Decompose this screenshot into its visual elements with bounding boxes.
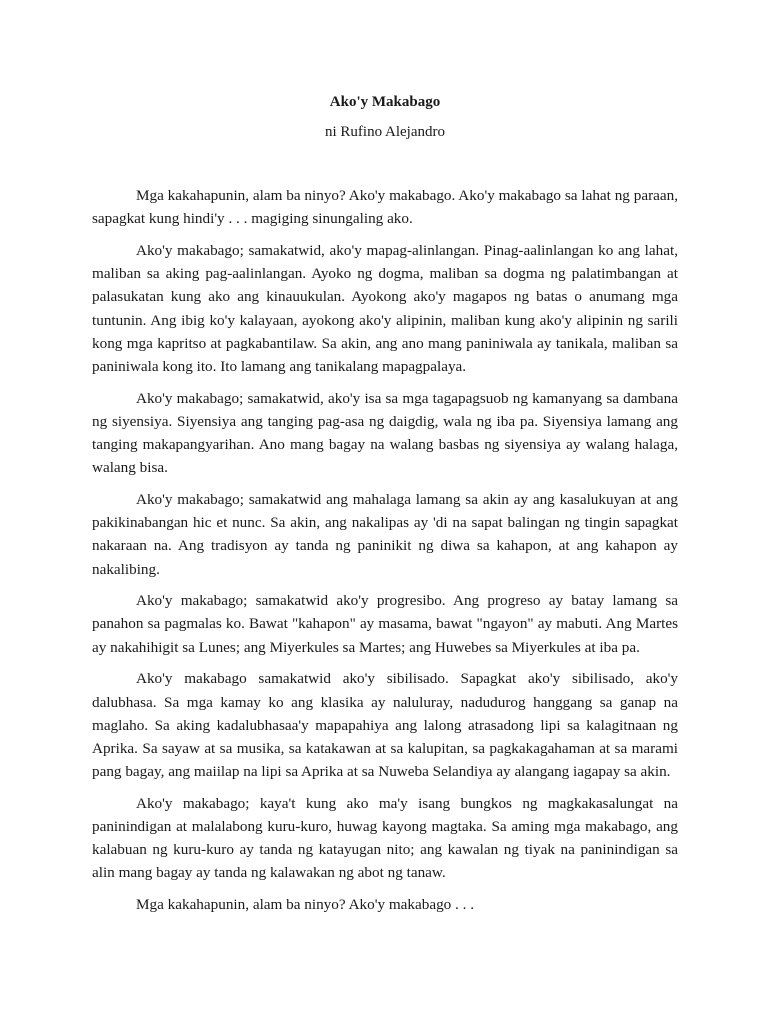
paragraph-5: Ako'y makabago; samakatwid ako'y progresibo. Ang progreso ay batay lamang sa panahon sa pagmalas ko. Bawat "kahapon" ay masama, bawat "ngayon" ay mabuti. Ang Martes ay nakahihigit sa Lunes; ang Miyerkules sa Martes; ang Huwebes sa Miyerkules at iba pa. bbox=[92, 592, 678, 656]
paragraph-6: Ako'y makabago samakatwid ako'y sibilisado. Sapagkat ako'y sibilisado, ako'y dalubhasa. Sa mga kamay ko ang klasika ay naluluray, nadudurog hanggang sa ganap na maglaho. Sa aking kadalubhasaa'y mapapahiya ang lalong atrasadong lipi sa kalagitnaan ng Aprika. Sa sayaw at sa musika, sa katakawan at sa kalupitan, sa pagkakagahaman at sa marami pang bagay, ang maiilap na lipi sa Aprika at sa Nuweba Selandiya ay alangang iagapay sa akin. bbox=[92, 670, 678, 781]
paragraph-2: Ako'y makabago; samakatwid, ako'y mapag-alinlangan. Pinag-aalinlangan ko ang lahat, maliban sa aking pag-aalinlangan. Ayoko ng dogma, maliban sa dogma ng palatimbangan at palasukatan kung ako ang kinauukulan. Ayokong ako'y magapos ng batas o anumang mga tuntunin. Ang ibig ko'y kalayaan, ayokong ako'y alipinin, maliban kung ako'y alipinin ng sarili kong mga kapritso at pagkabantilaw. Sa akin, ang ano mang paniniwala ay tanikala, maliban sa paniniwala kong ito. Ito lamang ang tanikalang mapagpalaya. bbox=[92, 241, 678, 375]
document-author: ni Rufino Alejandro bbox=[325, 124, 445, 140]
paragraph-7: Ako'y makabago; kaya't kung ako ma'y isang bungkos ng magkakasalungat na paninindigan at malalabong kuru-kuro, huwag kayong magtaka. Sa aming mga makabago, ang kalabuan ng kuru-kuro ay tanda ng katayugan nito; ang kawalan ng tiyak na paninindigan sa alin mang bagay ay tanda ng kalawakan ng abot ng tanaw. bbox=[92, 794, 678, 882]
document-title: Ako'y Makabago bbox=[329, 94, 441, 110]
paragraph-1: Mga kakahapunin, alam ba ninyo? Ako'y makabago. Ako'y makabago sa lahat ng paraan, sapagkat kung hindi'y . . . magiging sinungaling ako. bbox=[92, 187, 678, 228]
paragraph-4: Ako'y makabago; samakatwid ang mahalaga lamang sa akin ay ang kasalukuyan at ang pakikinabangan hic et nunc. Sa akin, ang nakalipas ay 'di na sapat balingan ng tingin sapagkat nakaraan na. Ang tradisyon ay tanda ng paninikit ng diwa sa kahapon, at ang kahapon ay nakalibing. bbox=[92, 490, 678, 578]
paragraph-3: Ako'y makabago; samakatwid, ako'y isa sa mga tagapagsuob ng kamanyang sa dambana ng siyensiya. Siyensiya ang tanging pag-asa ng daigdig, wala ng iba pa. Siyensiya lamang ang tanging makapangyarihan. Ano mang bagay na walang basbas ng siyensiya ay walang halaga, walang bisa. bbox=[92, 389, 678, 477]
paragraph-8: Mga kakahapunin, alam ba ninyo? Ako'y makabago . . . bbox=[136, 896, 475, 914]
document-body bbox=[92, 184, 678, 925]
